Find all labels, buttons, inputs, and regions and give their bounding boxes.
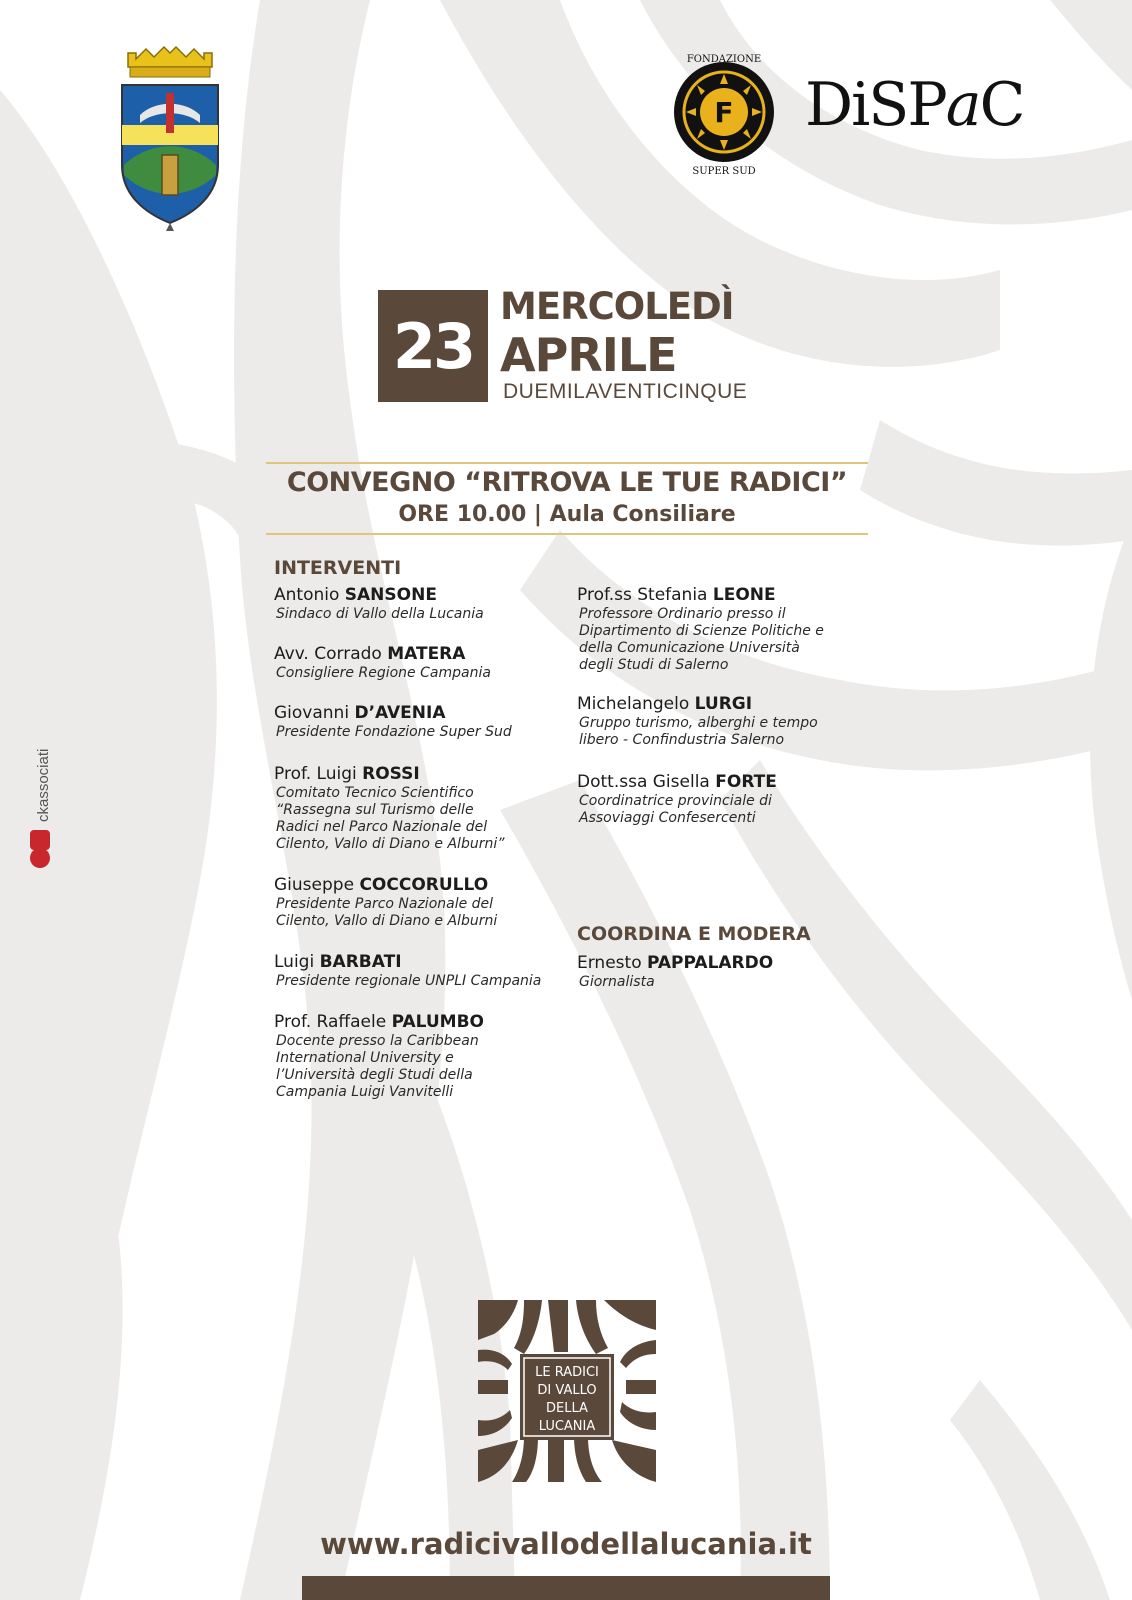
speaker-first: Avv. Corrado [274,644,388,664]
website-url[interactable]: www.radicivallodellalucania.it [320,1527,812,1561]
speaker-first: Prof.ss Stefania [577,585,713,605]
speaker [577,584,877,674]
speaker [274,643,564,682]
date-month: APRILE [500,328,677,382]
fondazione-top-text: FONDAZIONE [686,54,762,65]
dispac-part: a [945,70,980,140]
speaker [274,874,564,930]
speaker-role: Sindaco di Vallo della Lucania [276,606,484,622]
speaker-first: Dott.ssa Gisella [577,772,716,792]
moderator [577,952,877,991]
speaker-role: Docente presso la Caribbean International University e l’Università degli Studi della Campania Luigi Vanvitelli [276,1033,479,1100]
event-time-place: ORE 10.00 | Aula Consiliare [398,502,736,527]
fondazione-super-sud-logo [668,50,780,180]
speaker-last: LURGI [694,694,753,714]
speaker-first: Giovanni [274,703,355,723]
speaker-role: Presidente regionale UNPLI Campania [276,973,542,989]
date-year: DUEMILAVENTICINQUE [503,380,748,403]
speaker-role: Professore Ordinario presso il Dipartimento di Scienze Politiche e della Comunicazione Università degli Studi di Salerno [579,606,824,673]
speaker-last: BARBATI [319,952,402,972]
le-radici-logo [478,1300,656,1482]
logo-line3: DELLA [546,1401,588,1416]
speaker-first: Michelangelo [577,694,695,714]
speaker-role: Comitato Tecnico Scientifico “Rassegna sul Turismo delle Radici nel Parco Nazionale del Cilento, Vallo di Diano e Alburni” [276,785,505,852]
ckassociati-credit [26,712,56,872]
speaker-role: Consigliere Regione Campania [276,665,491,681]
date-weekday: MERCOLEDÌ [500,285,734,328]
speaker-first: Prof. Raffaele [274,1012,392,1032]
divider-bottom [266,533,868,535]
speaker-first: Giuseppe [274,875,360,895]
dispac-part: Di [805,70,869,140]
speaker-last: FORTE [715,772,777,792]
moderator-last: PAPPALARDO [647,953,774,973]
moderator-heading: COORDINA E MODERA [577,923,811,945]
coat-of-arms-icon [120,45,220,233]
speaker-last: SANSONE [344,585,437,605]
moderator-role: Giornalista [579,974,655,990]
dispac-part: C [979,70,1024,140]
dispac-part: S [868,70,908,140]
speaker [274,584,564,623]
speaker-last: MATERA [387,644,466,664]
speaker-last: COCCORULLO [359,875,489,895]
speaker-role: Coordinatrice provinciale di Assoviaggi Confesercenti [579,793,772,826]
dispac-logo [805,70,1023,140]
speaker-first: Antonio [274,585,345,605]
speaker-last: LEONE [712,585,776,605]
speaker-last: D’AVENIA [354,703,446,723]
fondazione-letter: F [714,96,734,129]
speaker-first: Luigi [274,952,320,972]
divider-top [266,462,868,464]
speaker-role: Presidente Fondazione Super Sud [276,724,512,740]
speaker [274,702,564,741]
moderator-first: Ernesto [577,953,647,973]
fondazione-bottom-text: SUPER SUD [692,166,756,177]
speaker [274,1011,564,1101]
interventi-heading: INTERVENTI [274,557,402,579]
speaker-role: Gruppo turismo, alberghi e tempo libero - Confindustria Salerno [579,715,818,748]
speaker-first: Prof. Luigi [274,764,363,784]
speaker [274,763,564,853]
date-day: 23 [378,290,488,402]
event-title: CONVEGNO “RITROVA LE TUE RADICI” [286,467,848,498]
footer-bar [302,1576,830,1600]
speaker [577,693,877,749]
speaker-role: Presidente Parco Nazionale del Cilento, Vallo di Diano e Alburni [276,896,498,929]
speaker [274,951,564,990]
logo-line1: LE RADICI [535,1365,599,1380]
speaker [577,771,877,827]
side-credit-text: ckassociati [35,748,52,822]
dispac-part: P [907,70,946,140]
logo-line2: DI VALLO [537,1383,597,1398]
speaker-last: PALUMBO [391,1012,484,1032]
logo-line4: LUCANIA [538,1419,596,1434]
speaker-last: ROSSI [362,764,420,784]
